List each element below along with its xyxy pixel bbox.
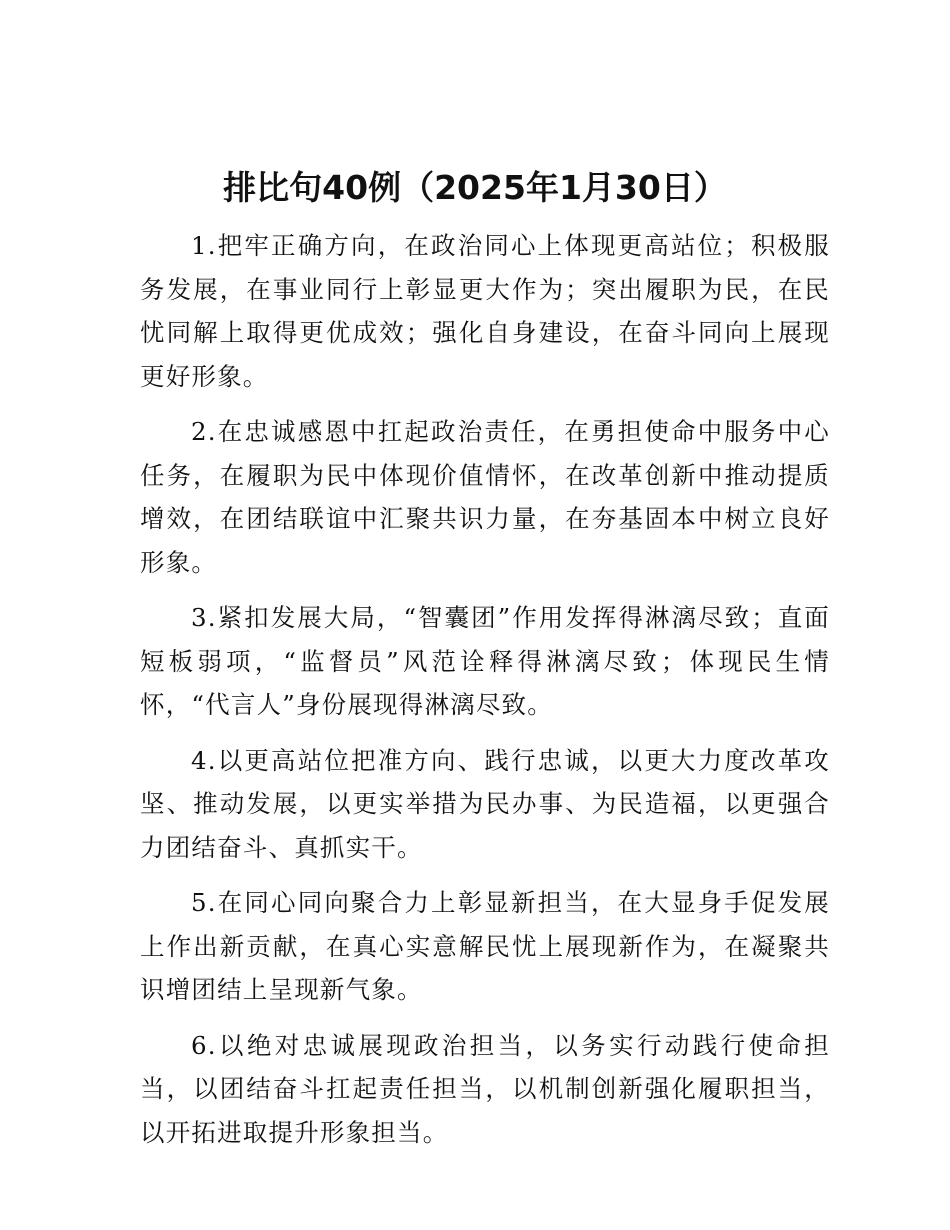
paragraph-6: 6.以绝对忠诚展现政治担当，以务实行动践行使命担当，以团结奋斗扛起责任担当，以机制创新强化履职担当，以开拓进取提升形象担当。 <box>140 1030 830 1147</box>
paragraph-5: 5.在同心同向聚合力上彰显新担当，在大显身手促发展上作出新贡献，在真心实意解民忧上展现新作为，在凝聚共识增团结上呈现新气象。 <box>140 888 830 1004</box>
paragraph-3: 3.紧扣发展大局，“智囊团”作用发挥得淋漓尽致；直面短板弱项，“监督员”风范诠释得淋漓尽致；体现民生情怀，“代言人”身份展现得淋漓尽致。 <box>140 603 830 719</box>
paragraph-1: 1.把牢正确方向，在政治同心上体现更高站位；积极服务发展，在事业同行上彰显更大作为；突出履职为民，在民忧同解上取得更优成效；强化自身建设，在奋斗同向上展现更好形象。 <box>140 231 830 391</box>
paragraph-4: 4.以更高站位把准方向、践行忠诚，以更大力度改革攻坚、推动发展，以更实举措为民办事、为民造福，以更强合力团结奋斗、真抓实干。 <box>140 745 830 862</box>
paragraph-2: 2.在忠诚感恩中扛起政治责任，在勇担使命中服务中心任务，在履职为民中体现价值情怀，在改革创新中推动提质增效，在团结联谊中汇聚共识力量，在夯基固本中树立良好形象。 <box>140 417 830 577</box>
document-title: 排比句40例（2025年1月30日） <box>223 168 727 207</box>
document-body <box>140 224 830 1166</box>
